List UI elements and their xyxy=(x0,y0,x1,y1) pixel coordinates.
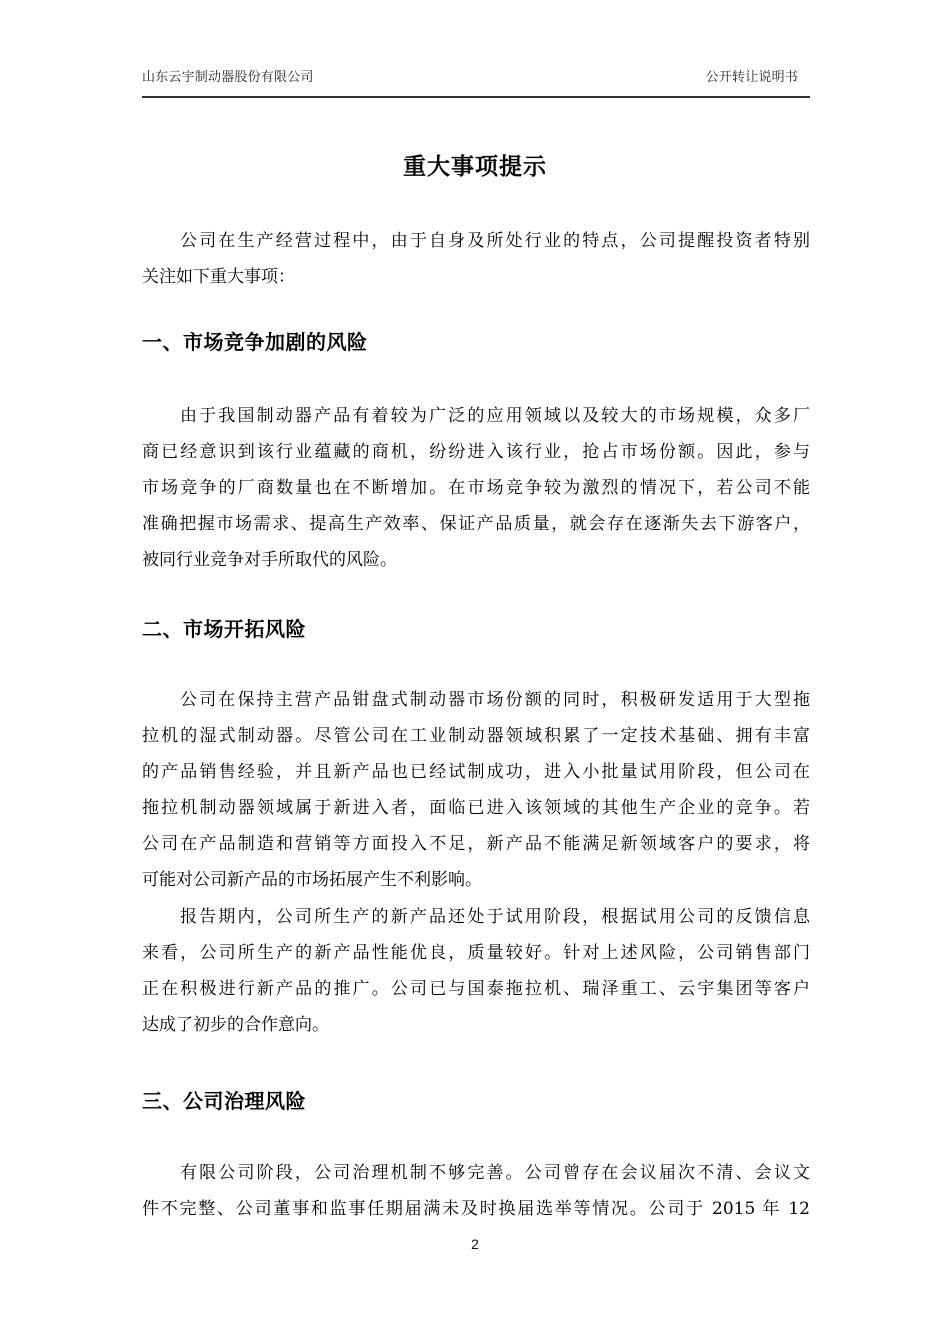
paragraph-line: 商已经意识到该行业蕴藏的商机，纷纷进入该行业，抢占市场份额。因此，参与 xyxy=(142,442,810,462)
header-divider xyxy=(142,96,810,98)
header-document-type: 公开转让说明书 xyxy=(705,70,798,85)
paragraph-line: 公司在保持主营产品钳盘式制动器市场份额的同时，积极研发适用于大型拖 xyxy=(180,690,810,710)
paragraph-line: 拉机的湿式制动器。尽管公司在工业制动器领域积累了一定技术基础、拥有丰富 xyxy=(142,726,810,746)
paragraph-line: 达成了初步的合作意向。 xyxy=(142,1015,329,1035)
paragraph-line: 市场竞争的厂商数量也在不断增加。在市场竞争较为激烈的情况下，若公司不能 xyxy=(142,478,810,498)
paragraph-line: 件不完整、公司董事和监事任期届满未及时换届选举等情况。公司于 2015 年 12 xyxy=(142,1199,810,1219)
paragraph-line: 可能对公司新产品的市场拓展产生不利影响。 xyxy=(142,870,482,890)
paragraph-line: 正在积极进行新产品的推广。公司已与国泰拖拉机、瑞泽重工、云宇集团等客户 xyxy=(142,979,810,999)
paragraph-line: 来看，公司所生产的新产品性能优良，质量较好。针对上述风险，公司销售部门 xyxy=(142,943,810,963)
page-header xyxy=(142,64,810,88)
page-title: 重大事项提示 xyxy=(403,154,547,180)
paragraph-line: 报告期内，公司所生产的新产品还处于试用阶段，根据试用公司的反馈信息 xyxy=(180,907,810,927)
page-number: 2 xyxy=(471,1236,479,1252)
paragraph-line: 拖拉机制动器领域属于新进入者，面临已进入该领域的其他生产企业的竞争。若 xyxy=(142,798,810,818)
intro-line: 公司在生产经营过程中，由于自身及所处行业的特点，公司提醒投资者特别 xyxy=(180,231,810,251)
header-company-name: 山东云宇制动器股份有限公司 xyxy=(142,70,314,85)
paragraph-line: 的产品销售经验，并且新产品也已经试制成功，进入小批量试用阶段，但公司在 xyxy=(142,762,810,782)
paragraph-line: 公司在产品制造和营销等方面投入不足，新产品不能满足新领域客户的要求，将 xyxy=(142,834,810,854)
paragraph-line: 准确把握市场需求、提高生产效率、保证产品质量，就会存在逐渐失去下游客户， xyxy=(142,514,810,534)
section-heading-market-expansion: 二、市场开拓风险 xyxy=(142,617,306,641)
paragraph-line: 有限公司阶段，公司治理机制不够完善。公司曾存在会议届次不清、会议文 xyxy=(180,1163,810,1183)
section-heading-market-competition: 一、市场竞争加剧的风险 xyxy=(142,330,368,354)
section-heading-corporate-governance: 三、公司治理风险 xyxy=(142,1089,306,1113)
paragraph-line: 被同行业竞争对手所取代的风险。 xyxy=(142,550,397,570)
intro-line: 关注如下重大事项： xyxy=(142,267,295,287)
paragraph-line: 由于我国制动器产品有着较为广泛的应用领域以及较大的市场规模，众多厂 xyxy=(180,406,810,426)
